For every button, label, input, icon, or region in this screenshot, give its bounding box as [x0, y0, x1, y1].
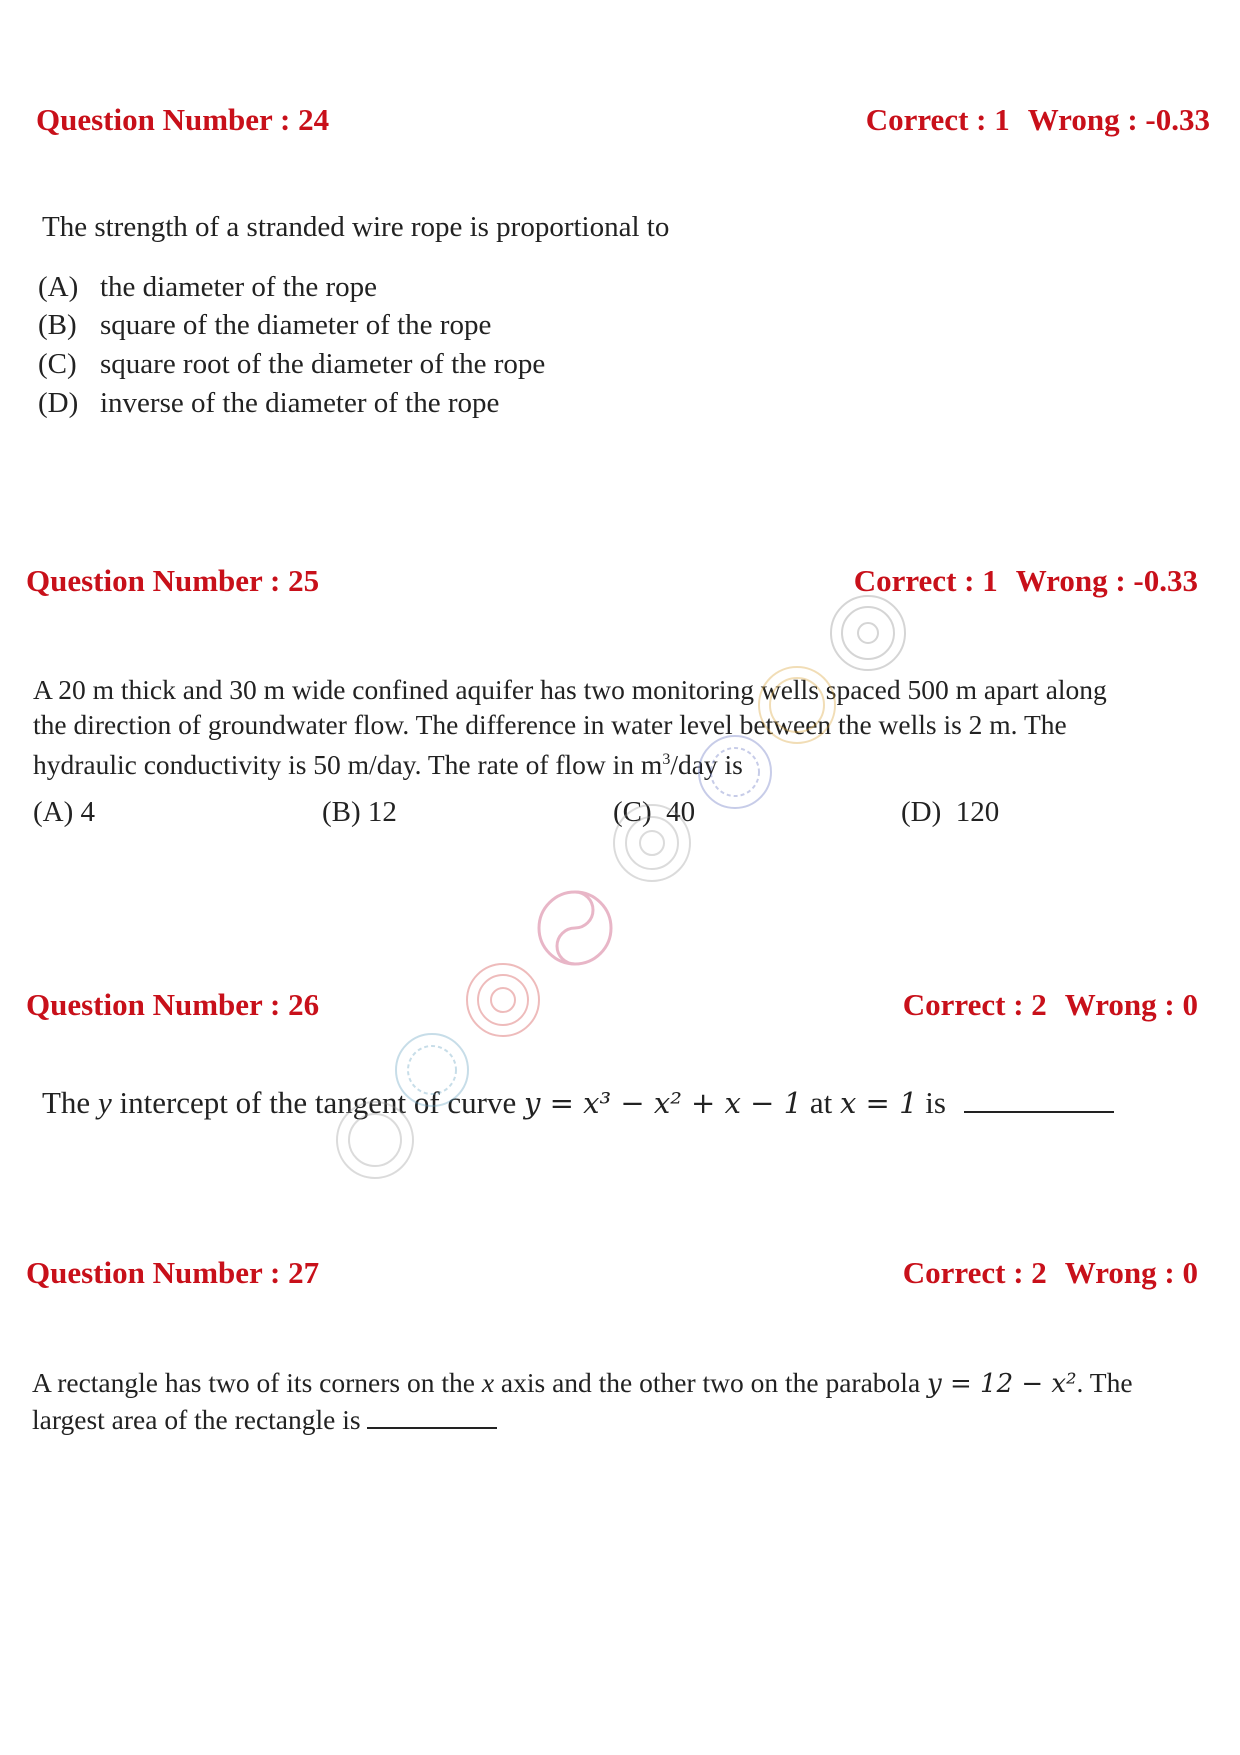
superscript: 3 [662, 751, 671, 768]
stem-line: the direction of groundwater flow. The difference in water level between the wells is 2 m. The [33, 709, 1067, 740]
stem-text: axis and the other two on the parabola [494, 1367, 928, 1398]
option-text: square root of the diameter of the rope [100, 348, 546, 380]
stem-text: The [42, 1085, 98, 1120]
equation: x = 1 [839, 1086, 918, 1120]
marking-scheme-26 [903, 987, 1198, 1023]
option-text: 12 [367, 796, 397, 828]
answer-blank[interactable] [367, 1405, 497, 1429]
seal-icon [831, 596, 905, 670]
marking-scheme-24 [866, 102, 1210, 138]
option-b [322, 795, 397, 830]
option-label: (A) [33, 796, 74, 828]
stem-line [33, 742, 1223, 782]
stem-text: is [917, 1085, 946, 1120]
option-text: 120 [955, 796, 1000, 828]
option-b [38, 308, 491, 343]
option-d [901, 795, 999, 830]
option-label: (D) [38, 387, 79, 419]
stem-line [32, 1365, 1227, 1402]
option-text: inverse of the diameter of the rope [100, 387, 500, 419]
wrong-marks: Wrong : -0.33 [1015, 563, 1198, 598]
option-d [38, 386, 499, 421]
correct-marks: Correct : 2 [902, 1255, 1047, 1290]
question-stem-27 [32, 1365, 1227, 1437]
option-text: 4 [80, 796, 96, 828]
stem-text: intercept of the tangent of curve [111, 1085, 525, 1120]
marking-scheme-27 [903, 1255, 1198, 1291]
equation: y = 12 − x² [927, 1369, 1077, 1399]
question-number-26: Question Number : 26 [26, 987, 320, 1022]
stem-text: A rectangle has two of its corners on the [32, 1367, 482, 1398]
option-text: 40 [666, 796, 696, 828]
option-text: square of the diameter of the rope [100, 309, 492, 341]
option-label: (B) [38, 309, 77, 341]
stem-text: . The [1076, 1367, 1133, 1398]
question-number-27: Question Number : 27 [26, 1255, 320, 1290]
option-a [38, 270, 377, 305]
marking-scheme-25 [854, 563, 1198, 599]
question-stem-26 [42, 1085, 1114, 1121]
option-label: (A) [38, 271, 79, 303]
stem-line: A 20 m thick and 30 m wide confined aquifer has two monitoring wells spaced 500 m apart along [33, 674, 1107, 705]
correct-marks: Correct : 1 [865, 102, 1010, 137]
answer-blank[interactable] [964, 1085, 1114, 1113]
question-number-24: Question Number : 24 [36, 102, 330, 137]
question-stem-24: The strength of a stranded wire rope is proportional to [42, 211, 670, 243]
option-c [38, 347, 545, 382]
correct-marks: Correct : 1 [853, 563, 998, 598]
wrong-marks: Wrong : 0 [1064, 1255, 1198, 1290]
stem-text: hydraulic conductivity is 50 m/day. The rate of flow in m [33, 749, 663, 781]
yinyang-seal-icon [539, 892, 611, 964]
question-stem-25 [33, 672, 1223, 782]
math-variable: y [97, 1085, 112, 1120]
stem-text: /day is [670, 749, 743, 781]
seal-icon [467, 964, 539, 1036]
option-a [33, 795, 95, 830]
equation: y = x³ − x² + x − 1 [524, 1086, 803, 1120]
wrong-marks: Wrong : 0 [1064, 987, 1198, 1022]
stem-text: largest area of the rectangle is [32, 1404, 361, 1435]
correct-marks: Correct : 2 [902, 987, 1047, 1022]
wrong-marks: Wrong : -0.33 [1027, 102, 1210, 137]
stem-text: at [802, 1085, 840, 1120]
math-variable: x [481, 1367, 495, 1398]
question-number-25: Question Number : 25 [26, 563, 320, 598]
option-c [613, 795, 695, 830]
option-label: (D) [901, 796, 942, 828]
option-label: (C) [38, 348, 77, 380]
option-text: the diameter of the rope [100, 271, 377, 303]
option-label: (C) [613, 796, 652, 828]
option-label: (B) [322, 796, 361, 828]
stem-line [32, 1402, 1227, 1437]
